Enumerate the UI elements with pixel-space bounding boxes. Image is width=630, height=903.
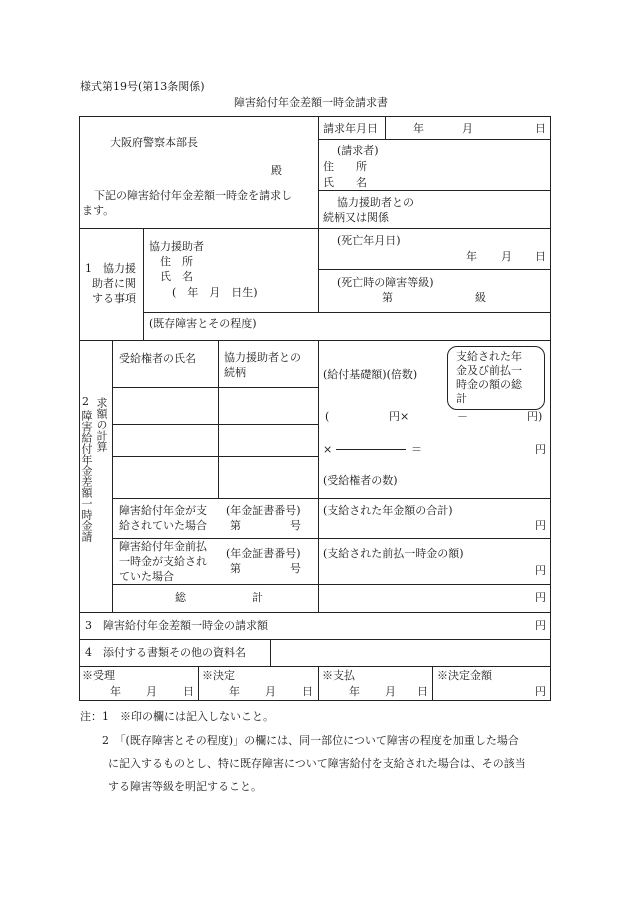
base-amount-label: (給付基礎額)(倍数) bbox=[323, 368, 418, 381]
formula-result-yen[interactable]: 円 bbox=[535, 443, 546, 456]
recipient-relation-cell-3[interactable] bbox=[219, 457, 317, 497]
formula-line bbox=[336, 449, 406, 450]
advance-label-2: 一時金が支給され bbox=[119, 555, 207, 568]
formula-minus: － bbox=[457, 410, 468, 423]
received-day[interactable]: 日 bbox=[183, 685, 194, 698]
bracket-text-3: 時金の額の総 bbox=[456, 378, 522, 391]
claimant-address-label[interactable]: 住 所 bbox=[323, 160, 367, 173]
formula-open: ( bbox=[325, 410, 330, 423]
payment-label: ※支払 bbox=[322, 669, 355, 682]
section1-label-3: する事項 bbox=[92, 292, 136, 305]
formula-close[interactable]: 円) bbox=[527, 410, 543, 423]
request-year[interactable]: 年 bbox=[413, 122, 424, 135]
helper-address[interactable]: 住 所 bbox=[160, 255, 193, 268]
decided-amount-yen[interactable]: 円 bbox=[535, 685, 546, 698]
decision-year[interactable]: 年 bbox=[229, 685, 240, 698]
formula-times: × bbox=[323, 443, 333, 456]
recipient-relation-cell-2[interactable] bbox=[219, 425, 317, 455]
form-title: 障害給付年金差額一時金請求書 bbox=[234, 96, 388, 109]
bracket-text-1: 支給された年 bbox=[456, 350, 522, 363]
pension-total-yen[interactable]: 円 bbox=[535, 519, 546, 532]
decided-amount-label: ※決定金額 bbox=[437, 669, 492, 682]
pension-cert-dai[interactable]: 第 bbox=[230, 519, 241, 532]
note-2-line1: 2 「(既存障害とその程度)」の欄には、同一部位について障害の程度を加重した場合 bbox=[102, 734, 519, 747]
pension-cert-go[interactable]: 号 bbox=[290, 519, 301, 532]
claimant-label: (請求者) bbox=[337, 144, 379, 157]
death-year[interactable]: 年 bbox=[466, 250, 477, 263]
decision-day[interactable]: 日 bbox=[302, 685, 313, 698]
received-label: ※受理 bbox=[82, 669, 115, 682]
advance-cert-go[interactable]: 号 bbox=[290, 562, 301, 575]
pension-total-label: (支給された年金額の合計) bbox=[323, 504, 453, 517]
helper-label: 協力援助者 bbox=[149, 240, 204, 253]
death-day[interactable]: 日 bbox=[535, 250, 546, 263]
advance-amount-yen[interactable]: 円 bbox=[535, 564, 546, 577]
recipient-relation-header-2: 続柄 bbox=[224, 366, 246, 379]
form-number: 様式第19号(第13条関係) bbox=[80, 80, 205, 93]
advance-cert-label: (年金証書番号) bbox=[226, 547, 301, 560]
bracket-text-4: 計 bbox=[456, 392, 467, 405]
section4-input[interactable] bbox=[271, 640, 549, 665]
recipient-relation-header: 協力援助者との bbox=[224, 351, 301, 364]
pension-paid-label-2: 給されていた場合 bbox=[119, 519, 207, 532]
advance-cert-dai[interactable]: 第 bbox=[230, 562, 241, 575]
pension-cert-label: (年金証書番号) bbox=[226, 504, 301, 517]
section3-yen[interactable]: 円 bbox=[535, 619, 546, 632]
death-month[interactable]: 月 bbox=[501, 250, 512, 263]
grade-suffix[interactable]: 級 bbox=[475, 291, 486, 304]
request-date-label: 請求年月日 bbox=[323, 122, 378, 135]
section2-number: 2 bbox=[82, 395, 89, 408]
advance-label: 障害給付年金前払 bbox=[119, 540, 207, 553]
recipient-name-cell-3[interactable] bbox=[113, 457, 217, 497]
death-grade-label: (死亡時の障害等級) bbox=[337, 276, 434, 289]
advance-label-3: ていた場合 bbox=[119, 570, 174, 583]
honorific-dono: 殿 bbox=[271, 164, 282, 177]
formula-equals: ＝ bbox=[411, 443, 422, 456]
recipient-relation-cell-1[interactable] bbox=[219, 388, 317, 423]
death-date-label: (死亡年月日) bbox=[337, 234, 401, 247]
grade-prefix[interactable]: 第 bbox=[382, 291, 393, 304]
bracket-text-2: 金及び前払一 bbox=[456, 364, 522, 377]
addressee: 大阪府警察本部長 bbox=[110, 136, 198, 149]
relation-label: 協力援助者との bbox=[337, 196, 414, 209]
payment-year[interactable]: 年 bbox=[349, 685, 360, 698]
request-text: 下記の障害給付年金差額一時金を請求し bbox=[94, 189, 292, 202]
request-day[interactable]: 日 bbox=[535, 122, 546, 135]
decision-label: ※決定 bbox=[202, 669, 235, 682]
helper-name[interactable]: 氏 名 bbox=[160, 270, 193, 283]
recipient-name-cell-1[interactable] bbox=[113, 388, 217, 423]
total-label: 総 計 bbox=[175, 591, 263, 604]
request-text-2: ます。 bbox=[82, 204, 115, 217]
section3-label: 3 障害給付年金差額一時金の請求額 bbox=[85, 619, 268, 632]
helper-birth[interactable]: ( 年 月 日生) bbox=[172, 286, 258, 299]
note-1: 注：1 ※印の欄には記入しないこと。 bbox=[80, 710, 274, 723]
num-recipients-label: (受給権者の数) bbox=[323, 474, 398, 487]
request-month[interactable]: 月 bbox=[462, 122, 473, 135]
pension-paid-label: 障害給付年金が支 bbox=[119, 504, 207, 517]
formula-yen-times[interactable]: 円× bbox=[389, 410, 410, 423]
existing-disability-label[interactable]: (既存障害とその程度) bbox=[149, 317, 257, 330]
received-month[interactable]: 月 bbox=[146, 685, 157, 698]
section2-label-col1: 障害給付年金差額一時金請 bbox=[80, 410, 93, 542]
total-yen[interactable]: 円 bbox=[535, 591, 546, 604]
recipient-name-cell-2[interactable] bbox=[113, 425, 217, 455]
section4-label: 4 添付する書類その他の資料名 bbox=[85, 646, 246, 659]
payment-day[interactable]: 日 bbox=[417, 685, 428, 698]
section2-label-col2: 求額の計算 bbox=[95, 397, 108, 452]
claimant-name-label[interactable]: 氏 名 bbox=[323, 176, 367, 189]
recipient-name-header: 受給権者の氏名 bbox=[119, 352, 196, 365]
advance-amount-label: (支給された前払一時金の額) bbox=[323, 547, 464, 560]
received-year[interactable]: 年 bbox=[110, 685, 121, 698]
relation-label-2[interactable]: 続柄又は関係 bbox=[323, 211, 389, 224]
decision-month[interactable]: 月 bbox=[265, 685, 276, 698]
section1-label: 1 協力援 bbox=[85, 262, 136, 275]
note-2-line2: に記入するものとし、特に既存障害について障害給付を支給された場合は、その該当 bbox=[108, 757, 526, 770]
note-2-line3: する障害等級を明記すること。 bbox=[108, 780, 262, 793]
section1-label-2: 助者に関 bbox=[92, 277, 136, 290]
payment-month[interactable]: 月 bbox=[385, 685, 396, 698]
